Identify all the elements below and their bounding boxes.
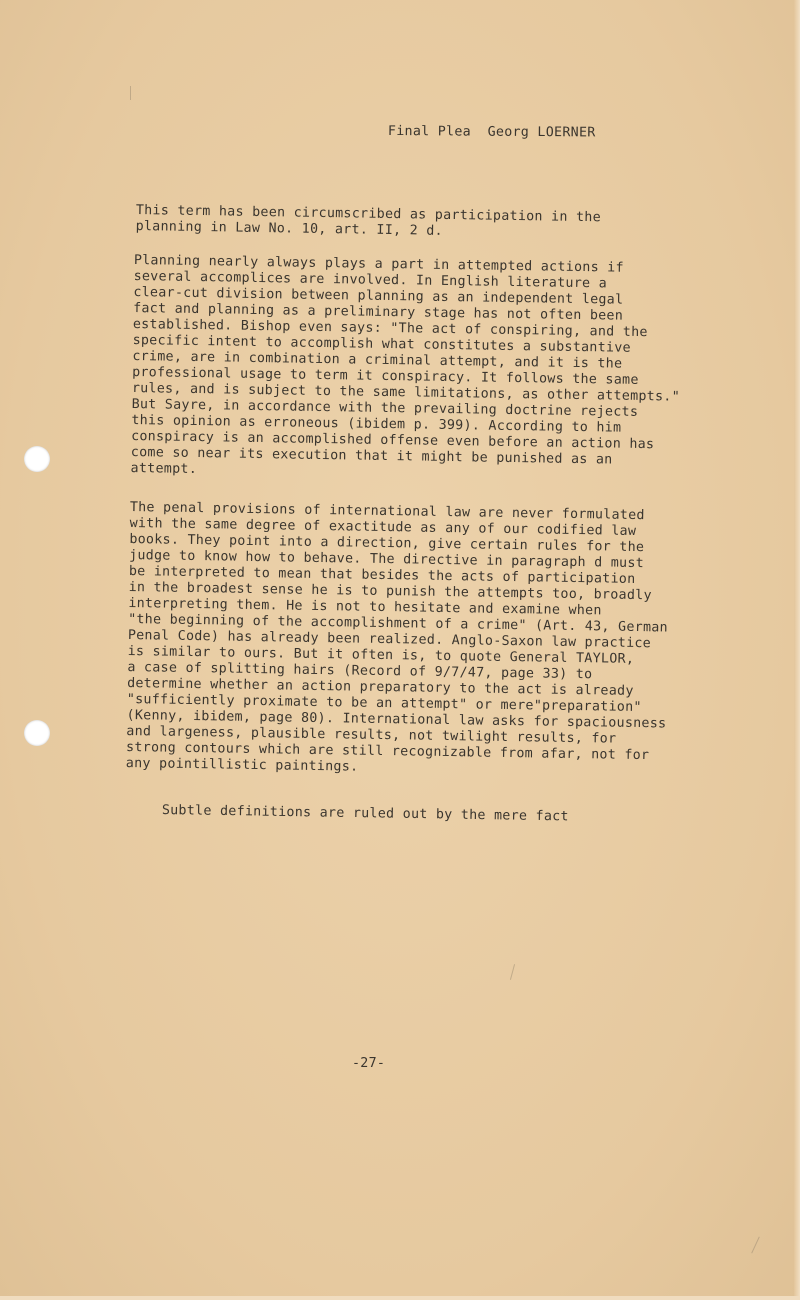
paragraph-1: This term has been circumscribed as participation in the planning in Law No. 10, art. II, 2 d. [135,203,602,239]
stray-mark [130,86,131,100]
page-edge [794,0,800,1300]
paragraph-3: The penal provisions of international law are never formulated with the same degree of exactitude as any of our codified law books. They point into a direction, give certain rules for the judge to know how to behave. The directive in paragraph d must be interpreted to mean that besides the acts of participation in the broadest sense he is to punish the attempts too, broadly interpreting them. He is not to hesitate and examine when "the beginning of the accomplishment of a crime" (Art. 43, German Penal Code) has already been realized. Anglo-Saxon law practice is similar to ours. But it often is, to quote General TAYLOR, a case of splitting hairs (Record of 9/7/47, page 33) to determine whether an action preparatory to the act is already "sufficiently proximate to be an attempt" or mere"preparation" (Kenny, ibidem, page 80). International law asks for spaciousness and largeness, plausible results, not twilight results, for strong contours which are still recognizable from afar, not for any pointillistic paintings. [125,500,669,775]
stray-mark [751,1237,760,1254]
paragraph-2: Planning nearly always plays a part in attempted actions if several accomplices are involved. In English literature a clear-cut division between planning as an independent legal fact and planning as a preliminary stage has not often been established. Bishop even says: "The act of conspiring, and the specific intent to accomplish what constitutes a substantive crime, are in combination a criminal attempt, and it is the professional usage to term it conspiracy. It follows the same rules, and is subject to the same limitations, as other attempts." But Sayre, in accordance with the prevailing doctrine rejects this opinion as erroneous (ibidem p. 399). According to him conspiracy is an accomplished offense even before an action has come so near its execution that it might be punished as an attempt. [130,253,681,478]
paragraph-4: Subtle definitions are ruled out by the mere fact [161,803,569,825]
stray-mark [510,964,515,980]
page-edge-bottom [0,1296,800,1300]
page-number: -27- [352,1056,386,1071]
page-header: Final Plea Georg LOERNER [387,124,596,141]
punch-hole [24,446,50,472]
punch-hole [24,720,50,746]
